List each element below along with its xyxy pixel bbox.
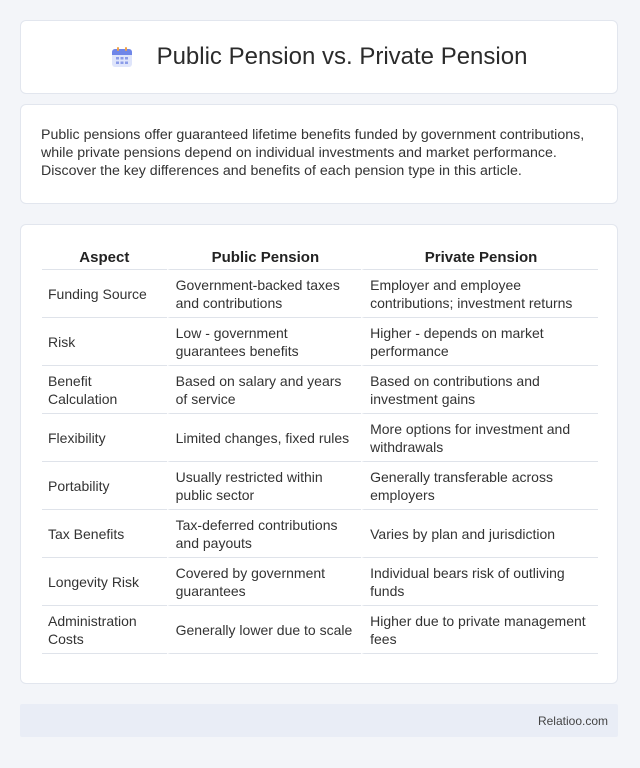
public-cell: Limited changes, fixed rules [167, 414, 361, 462]
table-row [42, 414, 598, 462]
comparison-table-card [20, 224, 618, 684]
table-row [42, 462, 598, 510]
table-header-row [42, 245, 598, 270]
public-cell: Covered by government guarantees [167, 558, 361, 606]
intro-text: Public pensions offer guaranteed lifetime benefits funded by government contributions, while private pensions depend on individual investments and market performance. Discover the key differences and benefits of each pension type in this article. [41, 127, 585, 179]
aspect-cell: Flexibility [42, 414, 167, 462]
aspect-cell: Benefit Calculation [42, 366, 167, 414]
comparison-table [42, 245, 598, 654]
public-cell: Usually restricted within public sector [167, 462, 361, 510]
table-row [42, 318, 598, 366]
public-cell: Tax-deferred contributions and payouts [167, 510, 361, 558]
private-cell: Individual bears risk of outliving funds [361, 558, 598, 606]
footer-bar [20, 704, 618, 737]
header-private-pension: Private Pension [361, 245, 598, 270]
calendar-icon [111, 46, 133, 68]
public-cell: Government-backed taxes and contributions [167, 270, 361, 318]
public-cell: Based on salary and years of service [167, 366, 361, 414]
intro-card [20, 104, 618, 204]
public-cell: Low - government guarantees benefits [167, 318, 361, 366]
aspect-cell: Funding Source [42, 270, 167, 318]
private-cell: Based on contributions and investment gains [361, 366, 598, 414]
header-aspect: Aspect [42, 245, 167, 270]
footer-brand-link[interactable]: Relatioo.com [537, 713, 608, 728]
table-row [42, 510, 598, 558]
title-card [20, 20, 618, 94]
private-cell: Higher - depends on market performance [361, 318, 598, 366]
table-row [42, 558, 598, 606]
table-row [42, 270, 598, 318]
header-public-pension: Public Pension [167, 245, 361, 270]
aspect-cell: Administration Costs [42, 606, 167, 654]
aspect-cell: Tax Benefits [42, 510, 167, 558]
page-title: Public Pension vs. Private Pension [156, 43, 528, 70]
private-cell: Employer and employee contributions; investment returns [361, 270, 598, 318]
aspect-cell: Risk [42, 318, 167, 366]
public-cell: Generally lower due to scale [167, 606, 361, 654]
private-cell: More options for investment and withdrawals [361, 414, 598, 462]
private-cell: Generally transferable across employers [361, 462, 598, 510]
private-cell: Varies by plan and jurisdiction [361, 510, 598, 558]
aspect-cell: Portability [42, 462, 167, 510]
private-cell: Higher due to private management fees [361, 606, 598, 654]
table-row [42, 366, 598, 414]
table-row [42, 606, 598, 654]
aspect-cell: Longevity Risk [42, 558, 167, 606]
